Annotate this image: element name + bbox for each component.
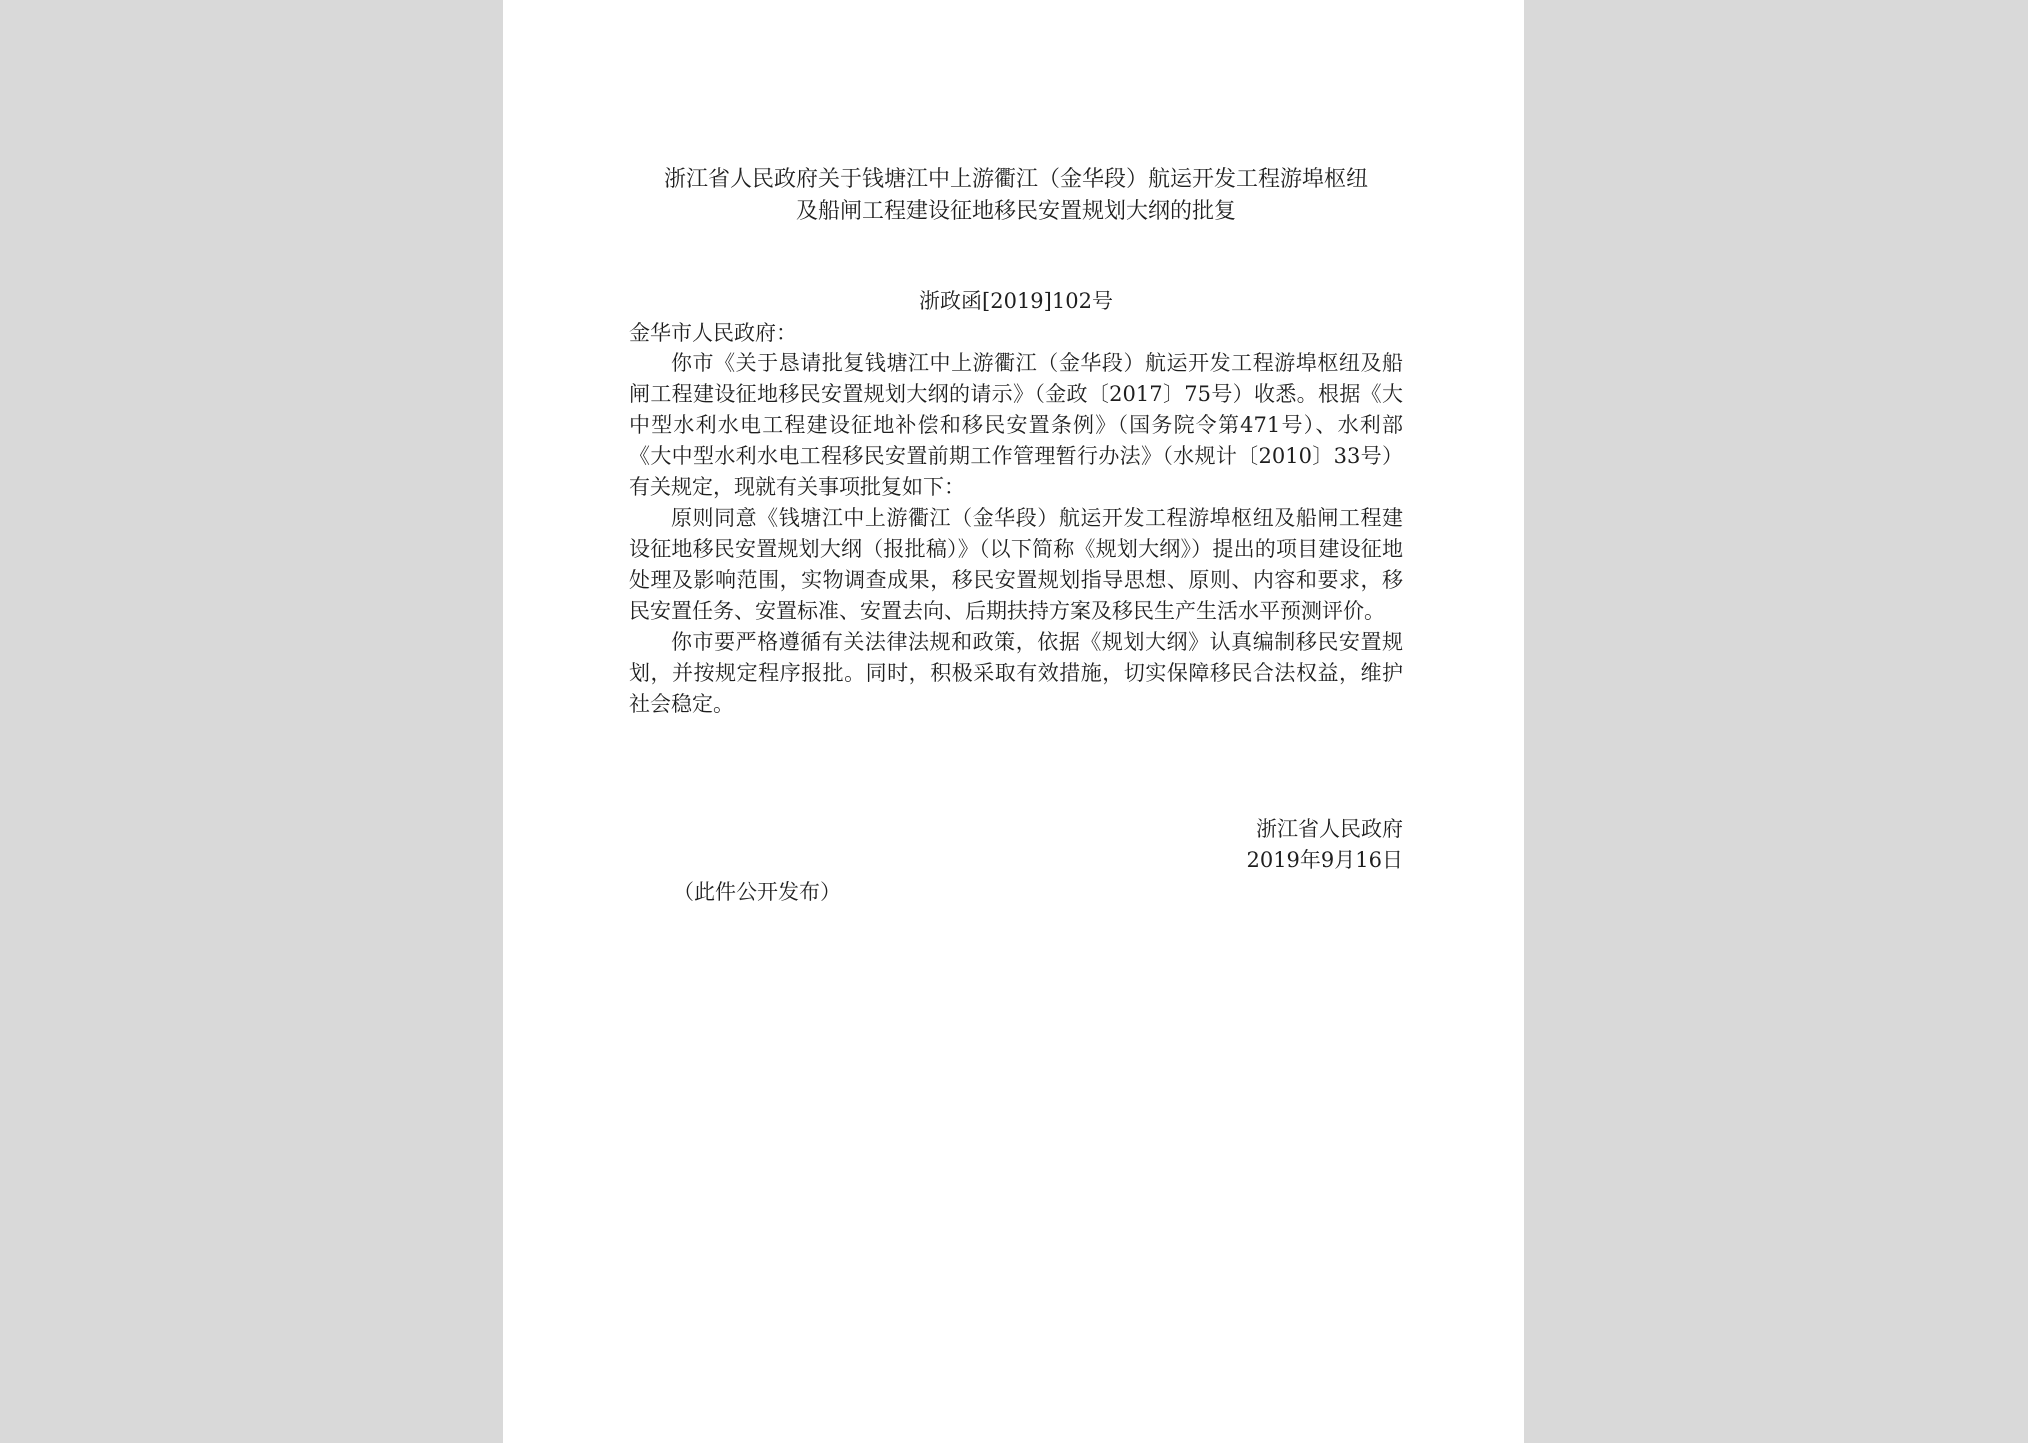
signature-org: 浙江省人民政府 <box>1256 817 1403 841</box>
title-line-1: 浙江省人民政府关于钱塘江中上游衢江（金华段）航运开发工程游埠枢纽 <box>663 167 1368 192</box>
title-line-2: 及船闸工程建设征地移民安置规划大纲的批复 <box>795 199 1236 224</box>
addressee: 金华市人民政府： <box>629 321 797 345</box>
document-page <box>503 0 1524 1443</box>
document-body <box>629 348 1403 720</box>
paragraph-1: 你市《关于恳请批复钱塘江中上游衢江（金华段）航运开发工程游埠枢纽及船闸工程建设征地移民安置规划大纲的请示》（金政〔2017〕75号）收悉。根据《大中型水利水电工程建设征地补偿和移民安置条例》（国务院令第471号）、水利部《大中型水利水电工程移民安置前期工作管理暂行办法》（水规计〔2010〕33号）有关规定，现就有关事项批复如下： <box>629 351 1403 499</box>
document-number: 浙政函[2019]102号 <box>919 289 1113 313</box>
document-title <box>629 164 1403 228</box>
signature-date: 2019年9月16日 <box>1246 848 1403 872</box>
paragraph-2: 原则同意《钱塘江中上游衢江（金华段）航运开发工程游埠枢纽及船闸工程建设征地移民安置规划大纲（报批稿）》（以下简称《规划大纲》）提出的项目建设征地处理及影响范围，实物调查成果，移民安置规划指导思想、原则、内容和要求，移民安置任务、安置标准、安置去向、后期扶持方案及移民生产生活水平预测评价。 <box>629 506 1403 623</box>
paragraph-3: 你市要严格遵循有关法律法规和政策，依据《规划大纲》认真编制移民安置规划，并按规定程序报批。同时，积极采取有效措施，切实保障移民合法权益，维护社会稳定。 <box>629 630 1403 716</box>
signature-block <box>1246 814 1403 876</box>
publish-note: （此件公开发布） <box>673 880 841 904</box>
